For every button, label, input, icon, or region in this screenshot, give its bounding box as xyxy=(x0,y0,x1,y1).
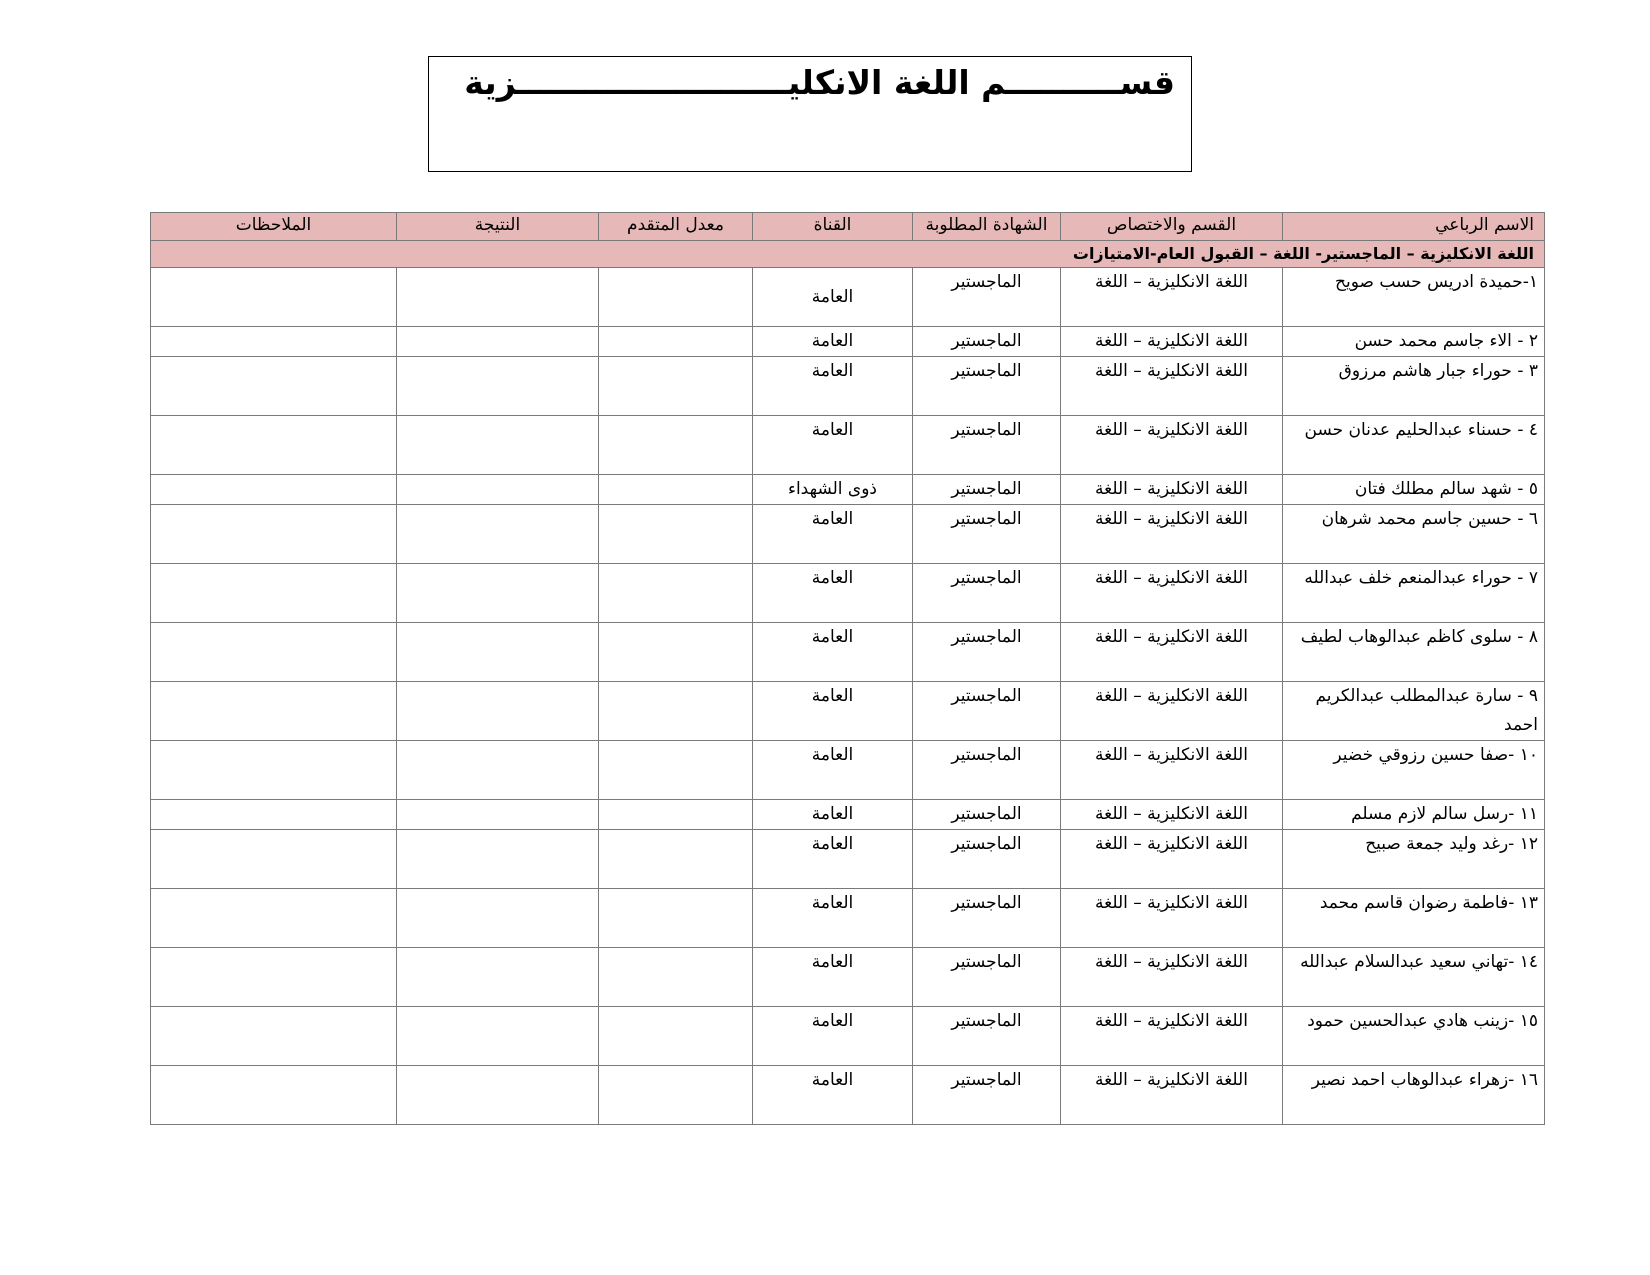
gpa-cell xyxy=(599,475,753,505)
table-row xyxy=(151,327,1545,357)
table-row xyxy=(151,800,1545,830)
result-cell xyxy=(397,741,599,800)
channel-text: العامة xyxy=(811,286,854,307)
student-name: ١٦ -زهراء عبدالوهاب احمد نصير xyxy=(1283,1066,1545,1125)
dept-cell: اللغة الانكليزية – اللغة xyxy=(1061,1007,1283,1066)
gpa-cell xyxy=(599,682,753,741)
channel-cell: العامة xyxy=(753,505,913,564)
gpa-cell xyxy=(599,830,753,889)
notes-cell xyxy=(151,1066,397,1125)
result-cell xyxy=(397,1007,599,1066)
student-name: ١٥ -زينب هادي عبدالحسين حمود xyxy=(1283,1007,1545,1066)
degree-cell: الماجستير xyxy=(913,505,1061,564)
table-row xyxy=(151,357,1545,416)
section-label: اللغة الانكليزية – الماجستير- اللغة – القبول العام-الامتيازات xyxy=(151,241,1545,268)
dept-cell: اللغة الانكليزية – اللغة xyxy=(1061,564,1283,623)
degree-cell: الماجستير xyxy=(913,682,1061,741)
table-row xyxy=(151,741,1545,800)
table-row xyxy=(151,564,1545,623)
degree-cell: الماجستير xyxy=(913,1007,1061,1066)
result-cell xyxy=(397,1066,599,1125)
student-name: ١٤ -تهاني سعيد عبدالسلام عبدالله xyxy=(1283,948,1545,1007)
student-name: ٦ - حسين جاسم محمد شرهان xyxy=(1283,505,1545,564)
channel-cell xyxy=(753,268,913,327)
channel-cell: العامة xyxy=(753,357,913,416)
student-name: ١١ -رسل سالم لازم مسلم xyxy=(1283,800,1545,830)
dept-cell: اللغة الانكليزية – اللغة xyxy=(1061,948,1283,1007)
table-row xyxy=(151,416,1545,475)
student-name: ٣ - حوراء جبار هاشم مرزوق xyxy=(1283,357,1545,416)
table-row xyxy=(151,623,1545,682)
channel-cell: العامة xyxy=(753,416,913,475)
table-row xyxy=(151,830,1545,889)
dept-cell: اللغة الانكليزية – اللغة xyxy=(1061,327,1283,357)
dept-cell: اللغة الانكليزية – اللغة xyxy=(1061,357,1283,416)
degree-cell: الماجستير xyxy=(913,741,1061,800)
dept-cell: اللغة الانكليزية – اللغة xyxy=(1061,800,1283,830)
student-name: ٧ - حوراء عبدالمنعم خلف عبدالله xyxy=(1283,564,1545,623)
result-cell xyxy=(397,564,599,623)
title-box xyxy=(428,56,1192,172)
table-header-row xyxy=(151,213,1545,241)
notes-cell xyxy=(151,268,397,327)
gpa-cell xyxy=(599,623,753,682)
dept-cell: اللغة الانكليزية – اللغة xyxy=(1061,830,1283,889)
result-cell xyxy=(397,475,599,505)
gpa-cell xyxy=(599,1007,753,1066)
notes-cell xyxy=(151,475,397,505)
degree-cell: الماجستير xyxy=(913,327,1061,357)
dept-cell: اللغة الانكليزية – اللغة xyxy=(1061,416,1283,475)
student-name: ٨ - سلوى كاظم عبدالوهاب لطيف xyxy=(1283,623,1545,682)
dept-cell: اللغة الانكليزية – اللغة xyxy=(1061,505,1283,564)
gpa-cell xyxy=(599,889,753,948)
header-degree: الشهادة المطلوبة xyxy=(913,213,1061,241)
student-name: ١٠ -صفا حسين رزوقي خضير xyxy=(1283,741,1545,800)
degree-cell: الماجستير xyxy=(913,623,1061,682)
gpa-cell xyxy=(599,327,753,357)
notes-cell xyxy=(151,889,397,948)
student-name: ٩ - سارة عبدالمطلب عبدالكريم احمد xyxy=(1283,682,1545,741)
section-row xyxy=(151,241,1545,268)
gpa-cell xyxy=(599,1066,753,1125)
notes-cell xyxy=(151,327,397,357)
table-row xyxy=(151,475,1545,505)
table-row xyxy=(151,1066,1545,1125)
table-row xyxy=(151,268,1545,327)
degree-cell: الماجستير xyxy=(913,800,1061,830)
dept-cell: اللغة الانكليزية – اللغة xyxy=(1061,741,1283,800)
result-cell xyxy=(397,505,599,564)
table-row xyxy=(151,948,1545,1007)
result-cell xyxy=(397,830,599,889)
notes-cell xyxy=(151,416,397,475)
degree-cell: الماجستير xyxy=(913,268,1061,327)
table-row xyxy=(151,889,1545,948)
table-row xyxy=(151,505,1545,564)
degree-cell: الماجستير xyxy=(913,564,1061,623)
dept-cell: اللغة الانكليزية – اللغة xyxy=(1061,623,1283,682)
notes-cell xyxy=(151,623,397,682)
notes-cell xyxy=(151,357,397,416)
result-cell xyxy=(397,327,599,357)
channel-cell: ذوى الشهداء xyxy=(753,475,913,505)
student-name: ١-حميدة ادريس حسب صويح xyxy=(1283,268,1545,327)
channel-cell: العامة xyxy=(753,564,913,623)
channel-cell: العامة xyxy=(753,1007,913,1066)
degree-cell: الماجستير xyxy=(913,830,1061,889)
notes-cell xyxy=(151,505,397,564)
channel-cell: العامة xyxy=(753,1066,913,1125)
gpa-cell xyxy=(599,741,753,800)
dept-cell: اللغة الانكليزية – اللغة xyxy=(1061,268,1283,327)
result-cell xyxy=(397,623,599,682)
channel-cell: العامة xyxy=(753,623,913,682)
dept-cell: اللغة الانكليزية – اللغة xyxy=(1061,889,1283,948)
gpa-cell xyxy=(599,800,753,830)
gpa-cell xyxy=(599,948,753,1007)
result-cell xyxy=(397,948,599,1007)
dept-cell: اللغة الانكليزية – اللغة xyxy=(1061,475,1283,505)
channel-cell: العامة xyxy=(753,830,913,889)
result-cell xyxy=(397,357,599,416)
result-cell xyxy=(397,268,599,327)
notes-cell xyxy=(151,682,397,741)
gpa-cell xyxy=(599,268,753,327)
channel-cell: العامة xyxy=(753,682,913,741)
header-dept: القسم والاختصاص xyxy=(1061,213,1283,241)
notes-cell xyxy=(151,948,397,1007)
degree-cell: الماجستير xyxy=(913,416,1061,475)
channel-cell: العامة xyxy=(753,889,913,948)
table-row xyxy=(151,1007,1545,1066)
channel-cell: العامة xyxy=(753,741,913,800)
page-title: قســــــــــم اللغة الانكليــــــــــــــــــــــــزية xyxy=(464,63,1175,102)
degree-cell: الماجستير xyxy=(913,357,1061,416)
notes-cell xyxy=(151,741,397,800)
gpa-cell xyxy=(599,357,753,416)
table-row xyxy=(151,682,1545,741)
student-name: ٤ - حسناء عبدالحليم عدنان حسن xyxy=(1283,416,1545,475)
header-result: النتيجة xyxy=(397,213,599,241)
gpa-cell xyxy=(599,505,753,564)
student-name: ١٣ -فاطمة رضوان قاسم محمد xyxy=(1283,889,1545,948)
channel-cell: العامة xyxy=(753,800,913,830)
gpa-cell xyxy=(599,564,753,623)
notes-cell xyxy=(151,800,397,830)
student-name: ٢ - الاء جاسم محمد حسن xyxy=(1283,327,1545,357)
header-notes: الملاحظات xyxy=(151,213,397,241)
student-name: ١٢ -رغد وليد جمعة صبيح xyxy=(1283,830,1545,889)
gpa-cell xyxy=(599,416,753,475)
dept-cell: اللغة الانكليزية – اللغة xyxy=(1061,1066,1283,1125)
admissions-table xyxy=(150,212,1545,1125)
degree-cell: الماجستير xyxy=(913,1066,1061,1125)
header-gpa: معدل المتقدم xyxy=(599,213,753,241)
result-cell xyxy=(397,800,599,830)
result-cell xyxy=(397,682,599,741)
header-channel: القناة xyxy=(753,213,913,241)
result-cell xyxy=(397,889,599,948)
notes-cell xyxy=(151,830,397,889)
header-name: الاسم الرباعي xyxy=(1283,213,1545,241)
result-cell xyxy=(397,416,599,475)
degree-cell: الماجستير xyxy=(913,948,1061,1007)
degree-cell: الماجستير xyxy=(913,475,1061,505)
channel-cell: العامة xyxy=(753,327,913,357)
notes-cell xyxy=(151,1007,397,1066)
dept-cell: اللغة الانكليزية – اللغة xyxy=(1061,682,1283,741)
student-name: ٥ - شهد سالم مطلك فتان xyxy=(1283,475,1545,505)
notes-cell xyxy=(151,564,397,623)
degree-cell: الماجستير xyxy=(913,889,1061,948)
channel-cell: العامة xyxy=(753,948,913,1007)
